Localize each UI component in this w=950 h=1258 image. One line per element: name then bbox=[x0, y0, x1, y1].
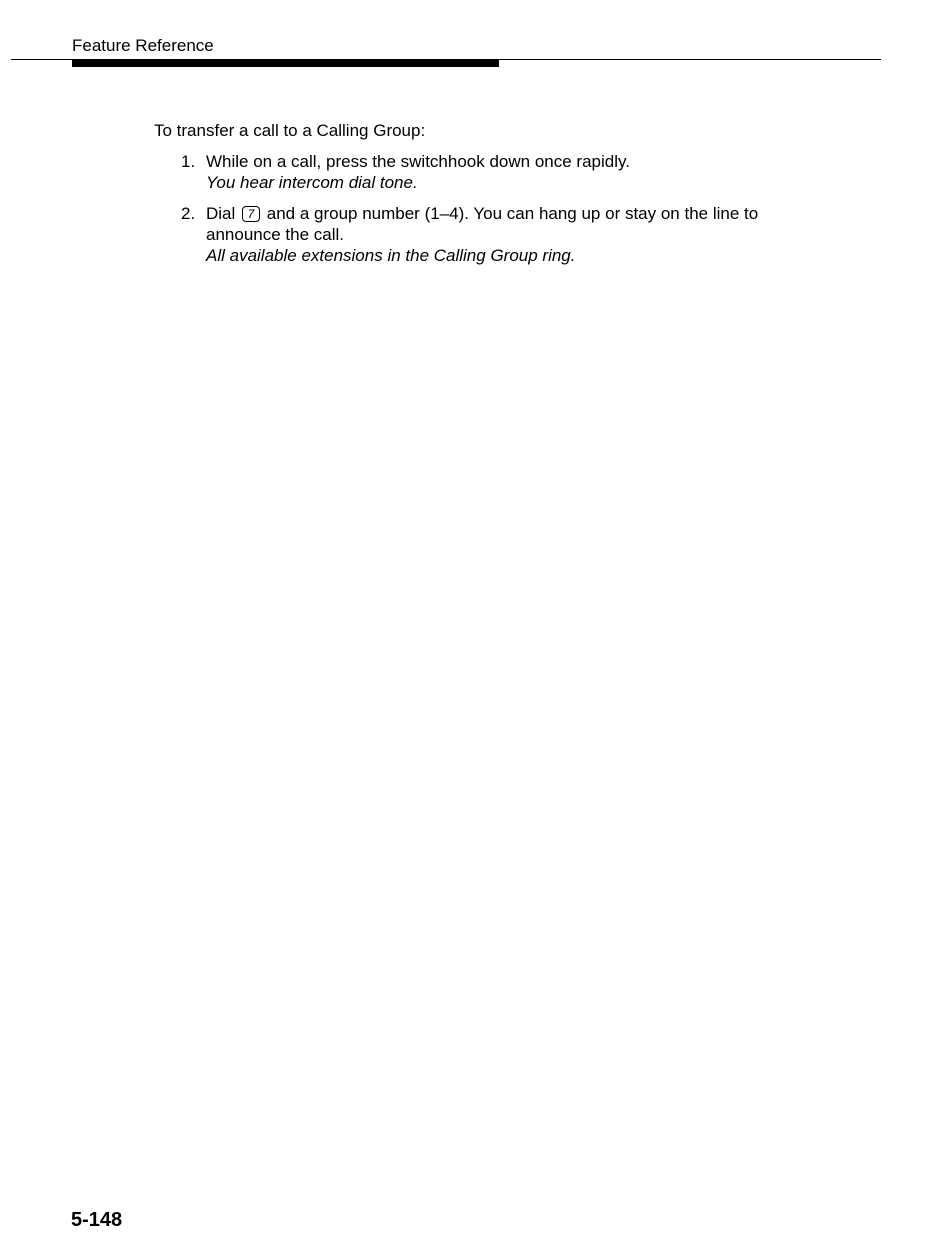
page-content bbox=[154, 120, 794, 276]
header-rule-bar bbox=[72, 60, 499, 67]
running-header: Feature Reference bbox=[72, 36, 214, 55]
step-instruction: While on a call, press the switchhook down once rapidly. bbox=[206, 152, 630, 171]
step-result: You hear intercom dial tone. bbox=[206, 173, 418, 192]
procedure-steps bbox=[154, 151, 794, 266]
procedure-intro: To transfer a call to a Calling Group: bbox=[154, 121, 426, 140]
step-instruction-part: and a group number (1–4). You can hang up or stay on the line to announce the call. bbox=[206, 204, 759, 244]
step-1 bbox=[154, 151, 794, 193]
page-number: 5-148 bbox=[71, 1209, 123, 1231]
step-result: All available extensions in the Calling Group ring. bbox=[206, 246, 576, 265]
step-number: 2. bbox=[181, 204, 196, 223]
step-number: 1. bbox=[181, 152, 196, 171]
step-2 bbox=[154, 203, 794, 266]
dial-key-7-icon: 7 bbox=[242, 206, 260, 222]
step-instruction-part: Dial bbox=[206, 204, 241, 223]
